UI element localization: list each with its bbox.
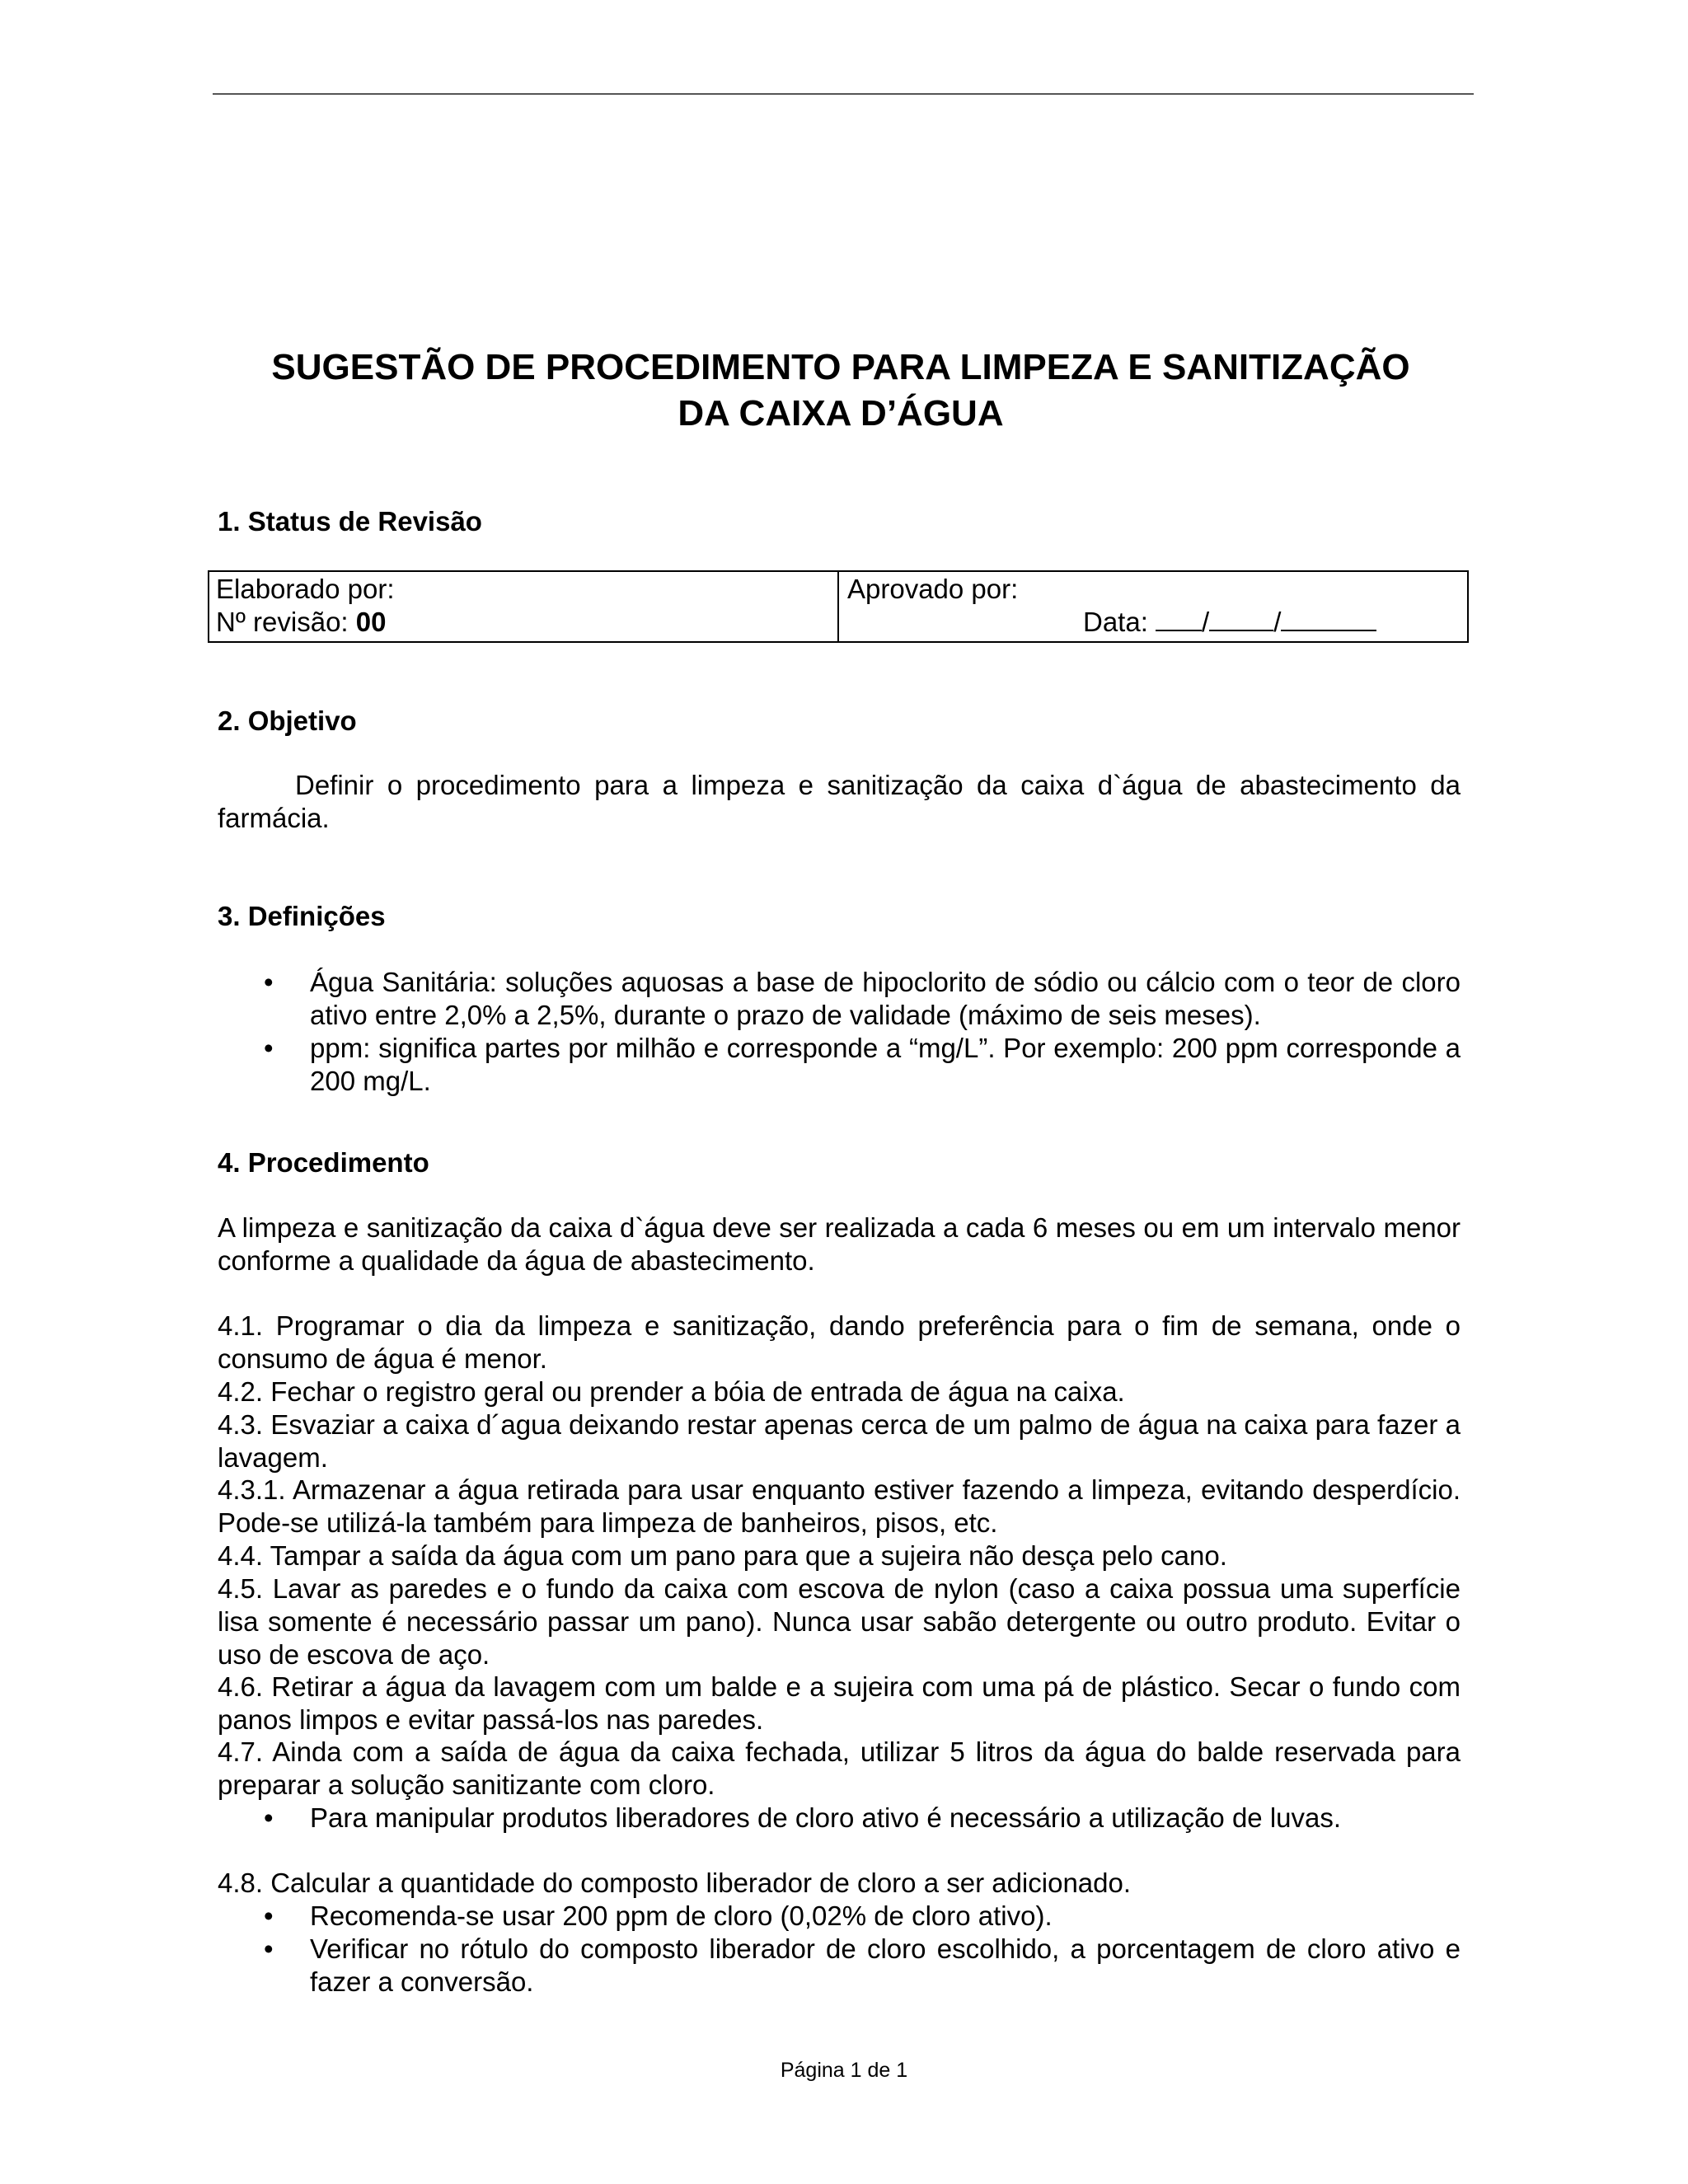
- bullet-icon: •: [264, 1802, 274, 1833]
- section-heading-definicoes: 3. Definições: [218, 901, 386, 931]
- step-4-7-bullet: [218, 1802, 1461, 1835]
- section-heading-procedimento: 4. Procedimento: [218, 1147, 429, 1178]
- revisao-value: 00: [355, 607, 387, 637]
- objetivo-text: Definir o procedimento para a limpeza e sanitização da caixa d`água de abastecimento da farmácia.: [218, 770, 1461, 833]
- step-4-8-bullet: [218, 1933, 1461, 1999]
- step-4-3: 4.3. Esvaziar a caixa d´agua deixando restar apenas cerca de um palmo de água na caixa para fazer a lavagem.: [218, 1409, 1461, 1473]
- step-4-8-bullet: [218, 1900, 1461, 1933]
- revision-table: [208, 570, 1469, 643]
- aprovado-label: Aprovado por:: [847, 574, 1019, 604]
- data-day-blank: [1156, 608, 1202, 631]
- revision-table-right-cell: [839, 572, 1467, 641]
- step-4-6: 4.6. Retirar a água da lavagem com um balde e a sujeira com uma pá de plástico. Secar o fundo com panos limpos e evitar passá-los nas paredes.: [218, 1671, 1461, 1735]
- title-line-1: SUGESTÃO DE PROCEDIMENTO PARA LIMPEZA E SANITIZAÇÃO: [271, 347, 1410, 387]
- section-heading-status-revisao: 1. Status de Revisão: [218, 506, 482, 537]
- step-4-8-bullet-text-rotulo: Verificar no rótulo do composto liberador de cloro escolhido, a porcentagem de cloro ativo e fazer a conversão.: [310, 1933, 1461, 1997]
- procedimento-intro: A limpeza e sanitização da caixa d`água deve ser realizada a cada 6 meses ou em um intervalo menor conforme a qualidade da água de abastecimento.: [218, 1212, 1461, 1276]
- revisao-label: Nº revisão:: [216, 607, 356, 637]
- definition-text-ppm: ppm: significa partes por milhão e corresponde a “mg/L”. Por exemplo: 200 ppm corresponde a 200 mg/L.: [310, 1033, 1461, 1096]
- data-year-blank: [1281, 608, 1376, 631]
- definition-item: [218, 1032, 1461, 1098]
- page-footer: Página 1 de 1: [780, 2059, 908, 2082]
- data-separator-2: /: [1273, 607, 1282, 637]
- section-heading-objetivo: 2. Objetivo: [218, 705, 357, 736]
- data-label: Data:: [1083, 607, 1156, 637]
- step-4-8-bullet-text-ppm: Recomenda-se usar 200 ppm de cloro (0,02% de cloro ativo).: [310, 1900, 1053, 1931]
- definition-text-agua-sanitaria: Água Sanitária: soluções aquosas a base de hipoclorito de sódio ou cálcio com o teor de cloro ativo entre 2,0% a 2,5%, durante o prazo de validade (máximo de seis meses).: [310, 967, 1461, 1030]
- step-4-2: 4.2. Fechar o registro geral ou prender a bóia de entrada de água na caixa.: [218, 1376, 1125, 1407]
- elaborado-label: Elaborado por:: [216, 574, 395, 604]
- step-4-7-bullet-text: Para manipular produtos liberadores de cloro ativo é necessário a utilização de luvas.: [310, 1802, 1342, 1833]
- data-field: [1083, 607, 1376, 638]
- revision-table-left-cell: [209, 572, 839, 641]
- step-4-4: 4.4. Tampar a saída da água com um pano para que a sujeira não desça pelo cano.: [218, 1540, 1227, 1571]
- bullet-icon: •: [264, 1900, 274, 1931]
- step-4-5: 4.5. Lavar as paredes e o fundo da caixa com escova de nylon (caso a caixa possua uma superfície lisa somente é necessário passar um pano). Nunca usar sabão detergente ou outro produto. Evitar o uso de escova de aço.: [218, 1573, 1461, 1670]
- document-title: [165, 344, 1517, 437]
- step-4-1: 4.1. Programar o dia da limpeza e sanitização, dando preferência para o fim de semana, onde o consumo de água é menor.: [218, 1310, 1461, 1374]
- bullet-icon: •: [264, 1933, 274, 1964]
- step-4-8: 4.8. Calcular a quantidade do composto liberador de cloro a ser adicionado.: [218, 1868, 1132, 1898]
- definition-item: [218, 966, 1461, 1032]
- header-rule: [213, 93, 1474, 95]
- step-4-3-1: 4.3.1. Armazenar a água retirada para usar enquanto estiver fazendo a limpeza, evitando desperdício. Pode-se utilizá-la também para limpeza de banheiros, pisos, etc.: [218, 1474, 1461, 1538]
- data-month-blank: [1209, 608, 1273, 631]
- revisao-line: [216, 607, 387, 638]
- bullet-icon: •: [264, 1033, 274, 1063]
- data-separator-1: /: [1202, 607, 1210, 637]
- title-line-2: DA CAIXA D’ÁGUA: [678, 393, 1004, 434]
- bullet-icon: •: [264, 967, 274, 997]
- step-4-7: 4.7. Ainda com a saída de água da caixa fechada, utilizar 5 litros da água do balde reservada para preparar a solução sanitizante com cloro.: [218, 1736, 1461, 1800]
